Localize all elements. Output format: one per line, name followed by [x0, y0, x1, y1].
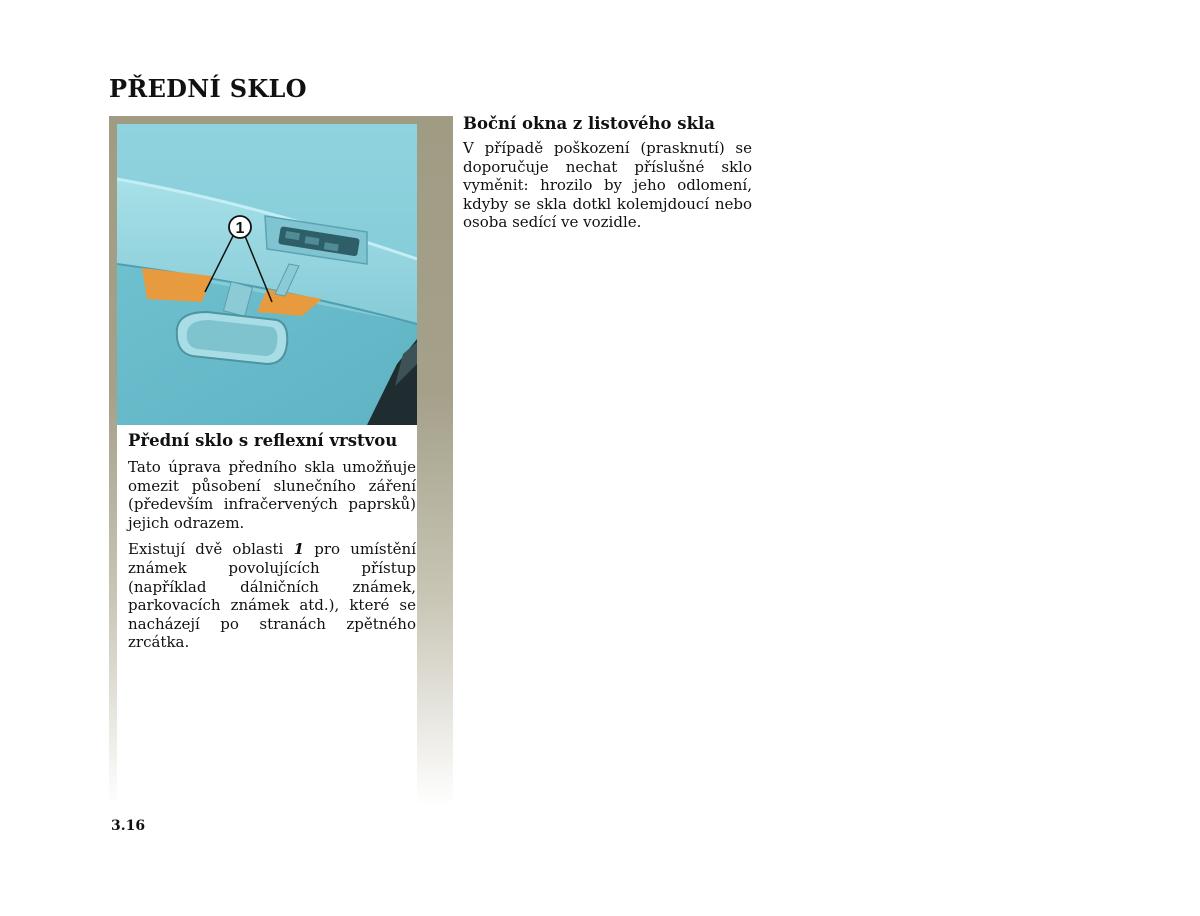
right-section [463, 113, 752, 232]
reference-number: 1 [293, 540, 304, 559]
right-section-heading: Boční okna z listového skla [463, 114, 715, 133]
left-section-heading: Přední sklo s reflexní vrstvou [128, 431, 398, 450]
left-section [128, 430, 416, 652]
left-paragraph-2-end: pro umístění známek povolujících přístup (například dálničních známek, parkovacích známek atd.), které se nacházejí po stranách zpětného zrcátka. [128, 540, 416, 652]
left-paragraph-2-start: Existují dvě oblasti [128, 540, 294, 559]
left-paragraph-1: Tato úprava předního skla umožňuje omezit působení slunečního záření (především infračervených paprsků) jejich odrazem. [128, 458, 416, 532]
windscreen-illustration [117, 124, 417, 425]
right-column-bar [445, 116, 453, 806]
callout-label: 1 [235, 220, 245, 237]
page-number: 3.16 [111, 818, 146, 834]
page-title: PŘEDNÍ SKLO [109, 74, 307, 103]
left-paragraph-2 [128, 540, 416, 652]
right-paragraph-1: V případě poškození (prasknutí) se doporučuje nechat příslušné sklo vyměnit: hrozilo by jeho odlomení, kdyby se skla dotkl kolemjdoucí nebo osoba sedící ve vozidle. [463, 139, 752, 232]
windscreen-photo [117, 124, 417, 425]
